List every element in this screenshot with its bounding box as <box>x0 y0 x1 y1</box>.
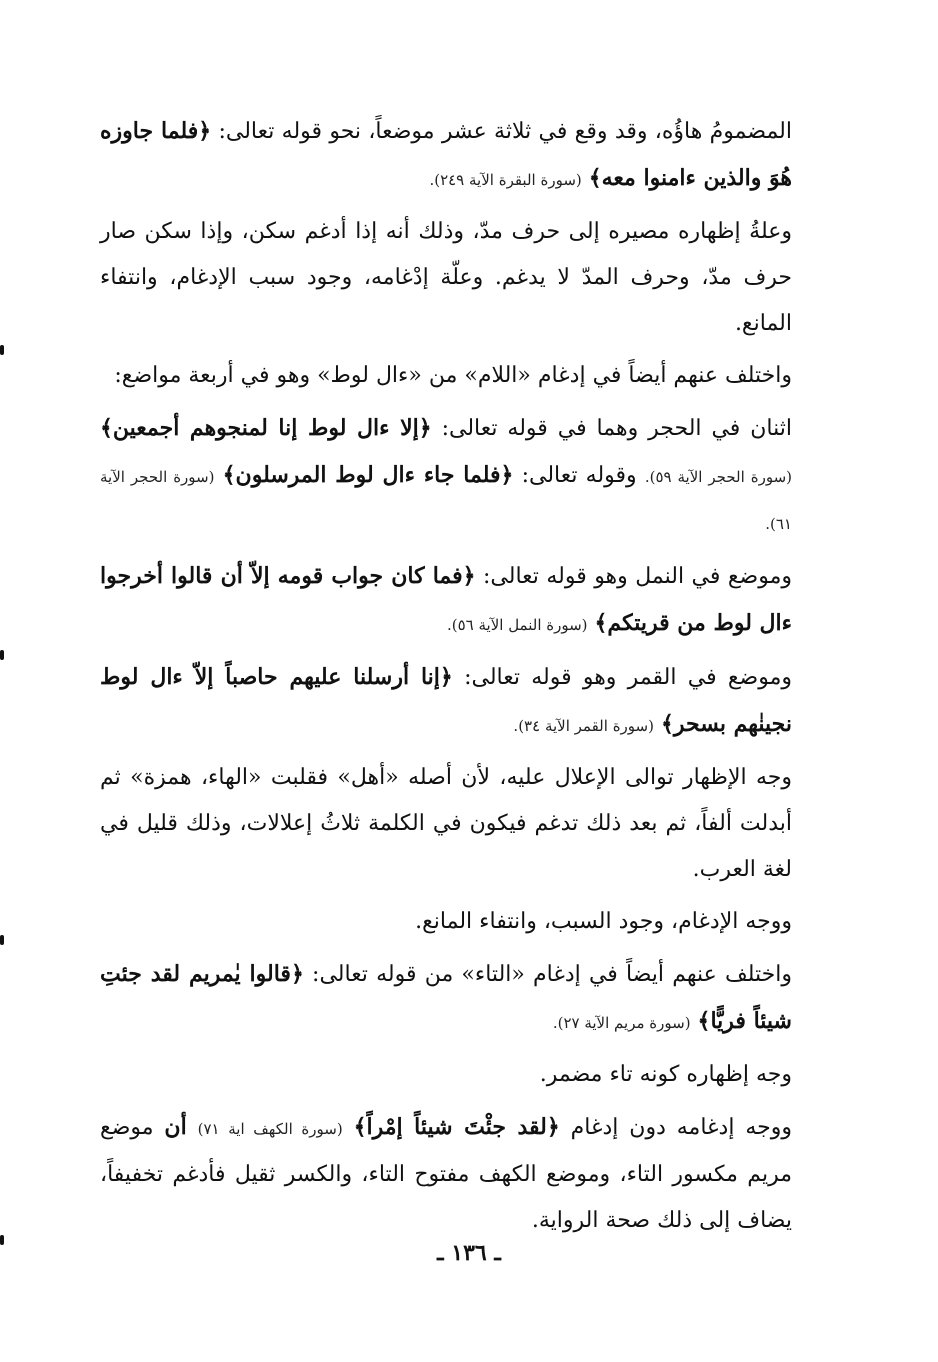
paragraph <box>100 1104 792 1244</box>
paragraph <box>100 553 792 648</box>
paragraph <box>100 755 792 893</box>
quran-quote: ﴿فلما جاوزه هُوَ والذين ءامنوا معه﴾ <box>100 118 792 191</box>
body-text: وموضع في القمر وهو قوله تعالى: <box>452 665 793 690</box>
body-text <box>588 611 595 636</box>
paragraph <box>100 899 792 945</box>
body-text: واختلف عنهم أيضاً في إدغام «التاء» من قوله تعالى: <box>303 962 792 987</box>
body-text <box>691 1009 698 1034</box>
body-text: وموضع في النمل وهو قوله تعالى: <box>475 564 793 589</box>
quran-quote: ﴿إنا أرسلنا عليهم حاصباً إلاّ ءال لوط نجينٰهم بسحر﴾ <box>100 664 792 737</box>
quran-quote: ﴿قالوا يٰمريم لقد جئتِ شيئاً فريًّا﴾ <box>100 961 792 1034</box>
scan-edge-mark <box>0 1235 4 1245</box>
paragraph <box>100 951 792 1046</box>
scan-edge-mark <box>0 345 4 355</box>
page-body <box>100 108 792 1250</box>
body-text: وقوله تعالى: <box>513 463 645 488</box>
scan-edge-mark <box>0 650 4 660</box>
body-text: المضمومُ هاؤُه، وقد وقع في ثلاثة عشر موضعاً، نحو قوله تعالى: <box>211 119 792 144</box>
body-text: وعلةُ إظهاره مصيره إلى حرف مدّ، وذلك أنه إذا أدغم سكن، وإذا سكن صار حرف مدّ، وحرف المدّ لا يدغم. وعلّة إدْغامه، وجود سبب الإدغام، وانتفاء المانع. <box>100 219 792 336</box>
surah-reference: (سورة مريم الآية ٢٧). <box>552 1014 691 1032</box>
body-text: وجه إظهاره كونه تاء مضمر. <box>539 1062 792 1087</box>
body-text: ووجه الإدغام، وجود السبب، وانتفاء المانع. <box>415 909 792 934</box>
quran-quote: ﴿فلما جاء ءال لوط المرسلون﴾ <box>222 462 514 488</box>
body-text: ووجه إدغامه دون إدغام <box>559 1115 792 1140</box>
body-text <box>582 166 589 191</box>
body-text <box>654 712 661 737</box>
surah-reference: (سورة النمل الآية ٥٦). <box>446 616 588 634</box>
surah-reference: (سورة الكهف اية ٧١) <box>197 1120 343 1138</box>
surah-reference: (سورة الحجر الآية ٦١). <box>100 468 792 533</box>
paragraph <box>100 654 792 749</box>
page-number: ـ ١٣٦ ـ <box>437 1240 501 1266</box>
paragraph <box>100 405 792 547</box>
body-text <box>343 1115 354 1140</box>
body-text <box>214 463 222 488</box>
body-text: واختلف عنهم أيضاً في إدغام «اللام» من «ءال لوط» وهو في أربعة مواضع: <box>114 363 792 388</box>
quran-quote: ﴿فما كان جواب قومه إلاّ أن قالوا أخرجوا ءال لوط من قريتكم﴾ <box>100 563 792 636</box>
quran-quote: ﴿لقد جئْتَ شيئاً إمْراً﴾ <box>353 1114 560 1140</box>
surah-reference: (سورة الحجر الآية ٥٩). <box>644 468 792 486</box>
paragraph <box>100 353 792 399</box>
body-text: اثنان في الحجر وهما في قوله تعالى: <box>431 416 792 441</box>
scan-edge-mark <box>0 935 4 945</box>
surah-reference: (سورة القمر الآية ٣٤). <box>513 717 654 735</box>
surah-reference: (سورة البقرة الآية ٢٤٩). <box>429 171 582 189</box>
paragraph <box>100 1052 792 1098</box>
body-text: وجه الإظهار توالى الإعلال عليه، لأن أصله «أهل» فقلبت «الهاء، همزة» ثم أبدلت ألفاً، ثم بعد ذلك تدغم فيكون في الكلمة ثلاثُ إعلالات، وذلك قليل في لغة العرب. <box>100 765 792 882</box>
body-text: موضع مريم مكسور التاء، وموضع الكهف مفتوح التاء، والكسر ثقيل فأدغم تخفيفاً، يضاف إلى ذلك صحة الرواية. <box>100 1115 792 1233</box>
paragraph <box>100 108 792 203</box>
quran-quote: أن <box>164 1114 187 1140</box>
paragraph <box>100 209 792 347</box>
quran-quote: ﴿إلا ءال لوط إنا لمنجوهم أجمعين﴾ <box>100 415 432 441</box>
body-text <box>187 1115 198 1140</box>
